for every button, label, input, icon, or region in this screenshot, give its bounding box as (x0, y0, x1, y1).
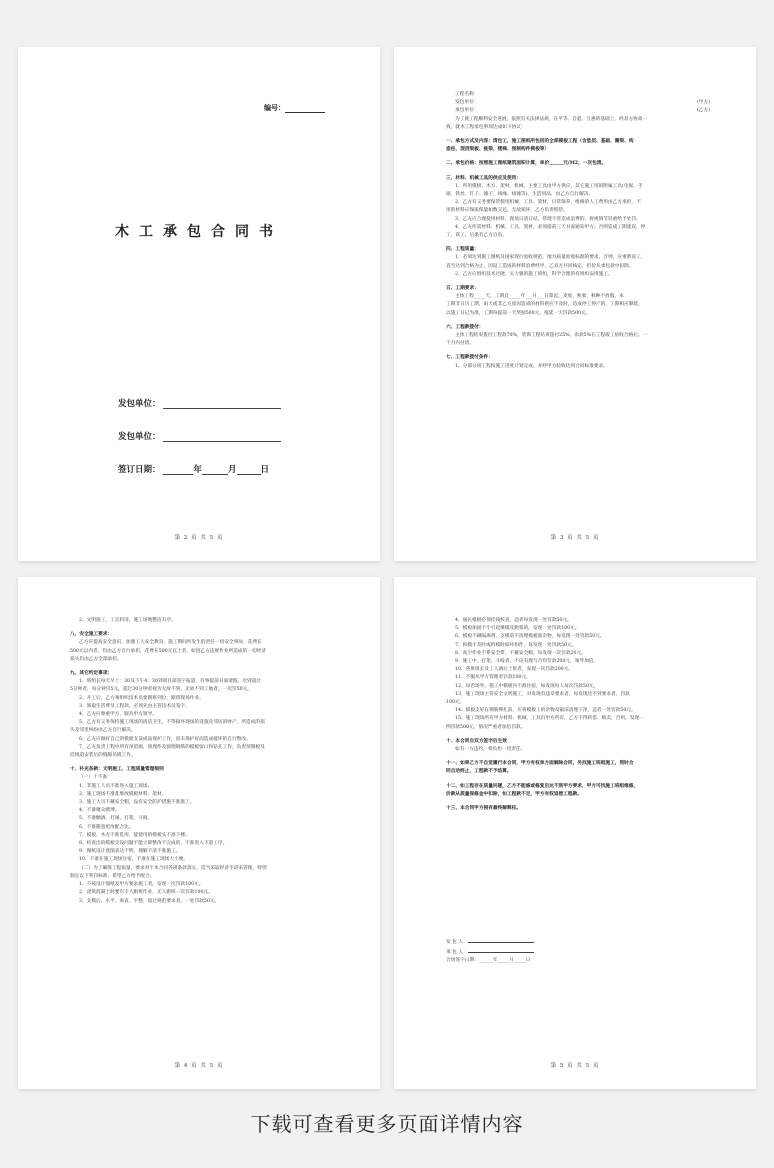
text-line: 6、不准随意更改配合比。 (79, 824, 134, 830)
document-page-4 (394, 577, 756, 1089)
party-b-row (118, 430, 281, 442)
text-line: 为了使工程顺利安全进展，依照有关法律法规，在平等、自愿、互惠的基础上，经双方协商一 (455, 116, 648, 122)
text-line: 5分钟者，每分钟罚5元，超过30分钟者视为无故不到，无故不到工地者，一次罚50元。 (70, 687, 252, 693)
text-line: 4、乙方所需材料、机械、工具、架材，必须提前三天书面通知甲方；否则造成工期延误，停 (455, 224, 646, 230)
party-a-row (118, 397, 281, 409)
text-line: 个月内付清。 (446, 341, 475, 347)
text-line: 6、模板不刷隔离剂，支模前不清理模板面杂物，每发现一处罚款50元。 (455, 634, 605, 640)
section-heading: 十、本合同自双方签字后生效 (446, 738, 507, 744)
text-line: 3、施工人员不戴安全帽，没有安全防护措施不准施工。 (79, 800, 195, 806)
section-heading: 十三、本合同甲方拥有最终解释权。 (446, 806, 522, 812)
text-line: 5、模板加固不牢引起爆模及跑浆的，发现一处罚款100元。 (455, 626, 580, 632)
text-line: 9、图纸设计意图表达不明，理解不清不准施工。 (79, 849, 181, 855)
text-line: 损失均由乙方全部承担。 (70, 656, 122, 662)
page-footer: 第 4 页 共 5 页 (174, 1063, 224, 1069)
text-line: 造柱、现浇梁板、挑梁、楼梯、预制构件模板等） (446, 147, 550, 153)
party-role-label: (乙方) (696, 108, 710, 114)
text-line: 7、拆模不及时或拆模时损坏构件，每发现一处罚款50元。 (455, 642, 577, 648)
text-line: 价款从质量保修金中扣除，如工程款不足，甲方有权追偿工程款。 (446, 791, 582, 797)
text-line: 1、不按设计图纸及甲方要求施工者，发现一次罚款100元。 (79, 882, 204, 888)
text-line: （一）十不准： (79, 775, 112, 781)
page-body-text (70, 617, 344, 906)
text-line: 如有一方违约，将负担一切责任。 (455, 747, 526, 753)
section-heading: 七、工程款拨付条件： (446, 355, 493, 361)
signing-date-label: 签订日期： (118, 465, 161, 475)
section-heading: 九、其它约定事项： (70, 671, 113, 677)
text-line: 4、不准聚众赌博。 (79, 808, 120, 814)
text-line: 致，就木工程承包事项达成如下协议： (446, 124, 526, 130)
text-line: 乙方应提高安全意识，加强工人安全教育，施工期间所发生的责任一切安全事故，花费在 (79, 640, 262, 646)
date-month: 月 (228, 465, 237, 475)
section-heading: 五、工期要求： (446, 286, 479, 292)
text-line: 1、班组长每天早上：30及下午4：30到项目部签字报道，有事提前书面请假，迟到超过 (79, 679, 261, 685)
text-line: 4、通长模板必须挂线校直，违者每发现一处罚款50元。 (455, 618, 572, 623)
text-line: 10、不准在施工现场住宿，不准在施工现场大小便。 (79, 857, 189, 863)
text-line: 14、模板支好在钢筋绑扎前，应将模板上的杂物及锯沫清理干净，违者一处罚款50元。 (455, 708, 636, 714)
text-line: 7、模板、木方不准乱用，能使用的模板头不准下楼。 (79, 832, 190, 838)
signature-date: 合同签字日期：______年_____月_____日 (446, 958, 531, 964)
text-line: 2、乙方应组织技术过硬、实力强的施工班组，科学合理的有组织安排施工。 (455, 271, 613, 277)
party-b-blank (163, 433, 281, 442)
section-heading: 三、材料、机械工具的供应及使用： (446, 175, 522, 181)
text-line: 3、支模后，水平、垂直、平整，超过规范要求者，一处罚款50元。 (79, 898, 220, 904)
text-line: 7、乙方负责工程中所有预留洞，预埋件及预埋钢筋的模板留口和钻孔工作，负责预制板及 (79, 744, 265, 750)
text-line: 5、不准酗酒、打闹、打架、斗殴。 (79, 816, 153, 822)
signature-block (446, 937, 720, 966)
text-line: 11、不服从甲方管理者罚款100元。 (455, 675, 531, 681)
text-line: 工程名称： (455, 92, 479, 97)
text-line: 1、非施工人员不准进入施工现场。 (79, 783, 153, 789)
signing-date-row (118, 463, 269, 475)
section-heading: 二、承包价格：按照施工图纸建筑面积计算，单价______元/M2，一次包清。 (446, 161, 607, 167)
text-line: 1、分部分项工程按施工进度计划完成，并经甲方验收达到合同标准要求。 (455, 363, 608, 369)
text-line: 3、乙方应合理使用材料，现场日清日结，管理不善造成浪费的，将视情节轻重给予处罚。 (455, 216, 641, 222)
contract-title: 木工承包合同书 (115, 224, 283, 240)
document-page-cover (18, 47, 380, 561)
text-line: 6、乙方应做好自己的模板支设成品保护工作，因未保护好而造成破坏的自行整改。 (79, 736, 251, 742)
text-line: 9、施工中，打架、斗殴者，不论有理与否均罚款200元，领导加倍。 (455, 659, 599, 665)
page-body-text (446, 91, 720, 371)
text-line: 2、浇筑混凝土时要有专人跟班作业，无人跟班一次罚款100元。 (79, 890, 213, 896)
party-role-label: (甲方) (696, 100, 710, 106)
text-line: 1、必须达到施工图纸及国家现行验收规范，地方质量验收标准的要求，否则，应重新返工， (455, 255, 646, 261)
text-line: 工、窝工，后果有乙方自负。 (446, 233, 507, 239)
text-line: 3、领取生活费及工程款，必须先由主管技术员签字。 (79, 703, 190, 709)
text-line: 同自动终止，工程款不予结算。 (446, 769, 512, 775)
text-line: 主体工程结束拨付工程款70%，装饰工程结束拨付25%，余款5%在工程竣工验收合格后，一 (455, 333, 648, 339)
signature-party-b: 承 包 人： (446, 947, 720, 957)
page-footer: 第 5 页 共 5 页 (550, 1063, 600, 1069)
text-line: 承包单位： (乙方) (446, 107, 720, 115)
text-line: 用的材料应保质保量如数交还，无故损坏，乙方负责赔偿。 (446, 208, 568, 214)
text-line: 发包单位： (甲方) (446, 99, 720, 107)
text-line: 工期非日历工期，雨天或非乙方原因造成的材料供应不及时，造成停工停产的，工期相应顺延， (446, 302, 643, 308)
party-a-label: 发包单位： (118, 399, 161, 409)
text-line: 5、乙方有义务保持施工现场的清洁卫生，不得损坏现场的设施及邻居的财产，所造成的损 (79, 720, 265, 726)
text-line: 10、各班组长及工人酒后上班者，发现一次罚款200元。 (455, 667, 574, 673)
text-line: 1、所用模板、木方、架材、机械、主要工具由甲方供应，其它施工用的附属工具(电锯、手 (455, 183, 643, 189)
party-b-label: 发包单位： (118, 432, 161, 442)
page-footer: 第 3 页 共 5 页 (550, 535, 600, 541)
text-line: 500元以内者，均由乙方自行承担，花费在500元以上者，如因乙方违规作业所造成的一切经济 (70, 648, 267, 654)
contract-number-field (264, 103, 325, 113)
text-line: 2、乙方有义务要保管使用机械、工具、架材，日常保养、维修的人工费用由乙方承担，不 (455, 200, 641, 206)
text-line: 以施工日记为准，工期每提前一天奖励500元，拖延一天罚款500元。 (446, 310, 591, 316)
text-line: 4、乙方应尊重甲方，服从甲方领导。 (79, 712, 157, 718)
download-caption: 下载可查看更多页面详情内容 (250, 1112, 524, 1136)
text-line: 15、施工现场所有甲方材料、机械、工具归甲方所有，乙方不得转借、贩卖，否则，发现一 (455, 716, 644, 722)
text-line: 8、高空作业不系安全带，不戴安全帽，每发现一次罚款20元。 (455, 650, 586, 656)
section-heading: 八、安全施工要求： (70, 632, 113, 638)
document-page-3 (18, 577, 380, 1089)
date-day: 日 (260, 465, 270, 475)
contract-number-blank (285, 106, 325, 113)
text-line: 100元。 (446, 700, 465, 706)
document-page-2 (394, 47, 756, 561)
date-year: 年 (193, 465, 202, 475)
text-line: 锯、铁丝、钉子、锤子、线绳、线锤等)，生活用品，由乙方自行解决。 (446, 192, 594, 198)
text-line: 2、开工后，乙方须组织技术员要跟班到位，跟班现场作业。 (79, 695, 204, 701)
text-line: 例罚款500元，情况严重者加倍罚款。 (446, 724, 526, 730)
section-heading: 一、承包方式及内容：清包工，施工图纸所包括的全部模板工程（含垫层、基础、圈梁、构 (446, 139, 634, 145)
text-line: 2、施工现场不准乱堆放模板材料、架材。 (79, 791, 167, 797)
party-a-blank (163, 400, 281, 409)
contract-number-label: 编号： (264, 103, 285, 112)
text-line: 8、检查出的模板支设问题不能立即整改不完成的，不准进入下道工序。 (79, 841, 228, 847)
text-line: 直至达到合格为止，因返工造成的材料浪费经甲、乙双方共同核定，折价从承包款中扣除。 (446, 263, 634, 269)
text-line: 2、文明施工，工完料清，施工场地整洁有序。 (79, 618, 176, 623)
signature-party-a: 发 包 人： (446, 937, 720, 947)
text-line: 失及邻里纠纷由乙方自行解决。 (70, 728, 136, 734)
text-line: （二）为了确保工程质量，要求对于本合同各项条款落实，适当采取经济手段来管理，特别 (79, 865, 267, 871)
page-footer: 第 2 页 共 5 页 (174, 535, 224, 541)
text-line: 12、每若场外，施工中模板内不准住宿，如发现每人每次罚款50元。 (455, 683, 599, 689)
section-heading: 四、工程质量： (446, 247, 479, 253)
text-line: 制定以下奖罚标准，希望乙方给予配合。 (70, 873, 155, 879)
text-line: 挂线道安装后的缝隙吊模工作。 (70, 753, 136, 759)
section-heading: 十二、如工程存在质量问题，乙方不能修或修复后达不到甲方要求，甲方可找施工班组维修， (446, 783, 639, 789)
text-line: 主体工程_____天，工期自_____年___月___日算起，麦收、秋收、秋种不放假，本 (455, 294, 624, 300)
page-body-text (446, 617, 720, 813)
section-heading: 十一、如果乙方不自觉履行本合同，甲方有权单方面解除合同，另找施工班组施工，到时合 (446, 761, 634, 767)
section-heading: 六、工程款拨付： (446, 324, 484, 330)
text-line: 13、施工现场主管安全文明施工，对发现有违章要求者，每发现达不到要求者，罚款 (455, 691, 630, 697)
section-heading: 十、补充条款：文明施工、工程质量管理细则 (70, 767, 164, 773)
